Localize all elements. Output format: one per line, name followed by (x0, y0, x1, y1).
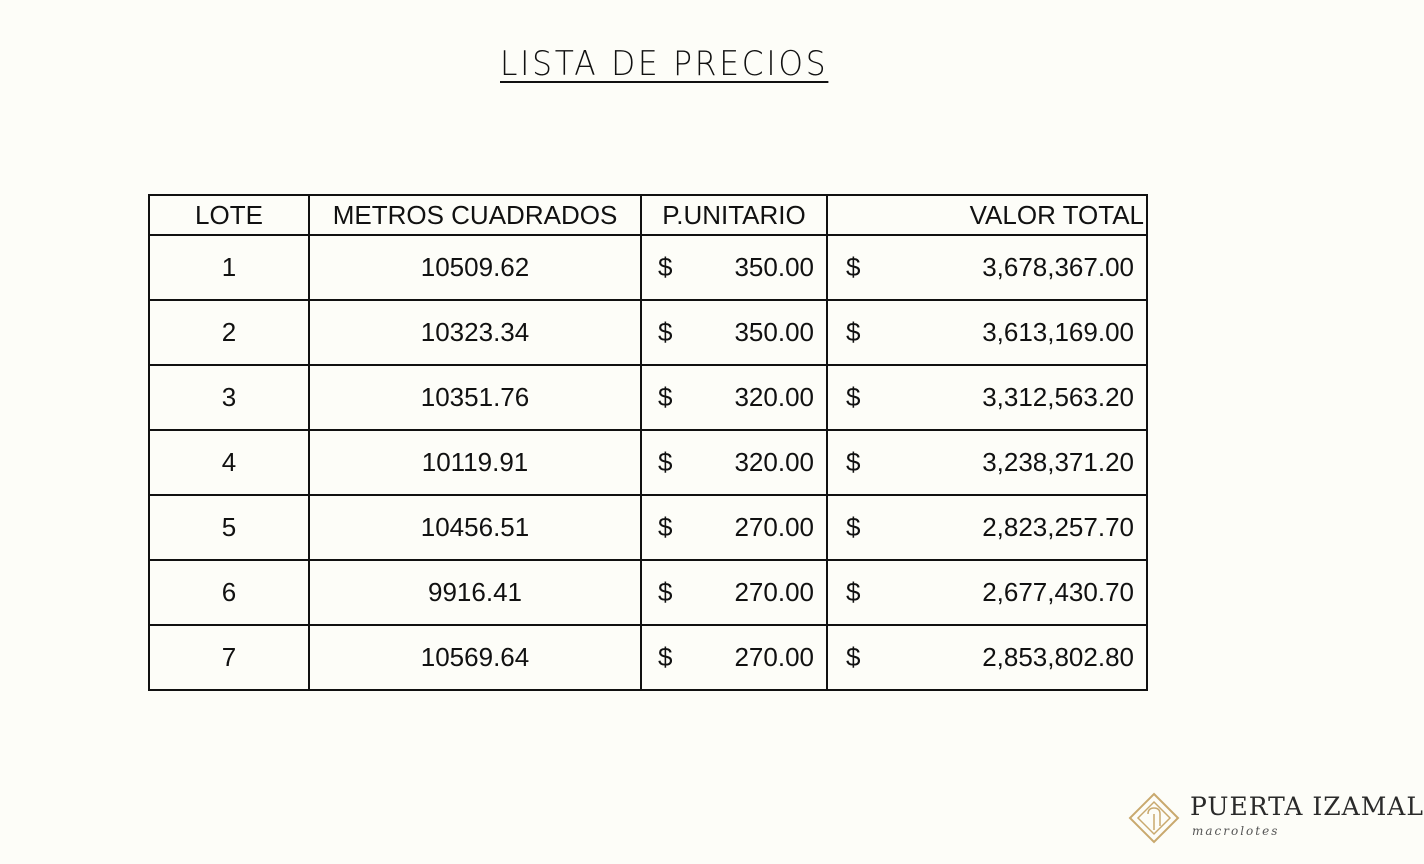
lote-cell: 3 (149, 365, 309, 430)
header-precio-unitario: P.UNITARIO (641, 195, 827, 235)
currency-symbol: $ (658, 382, 673, 412)
total-value: 3,678,367.00 (982, 252, 1134, 282)
currency-symbol: $ (846, 317, 861, 347)
total-cell (827, 430, 1147, 495)
puerta-izamal-logo (1128, 790, 1424, 850)
unit-price-cell (641, 300, 827, 365)
unit-price-value: 320.00 (734, 382, 814, 412)
currency-symbol: $ (658, 642, 673, 672)
unit-price-cell (641, 625, 827, 690)
currency-symbol: $ (846, 577, 861, 607)
total-value: 3,613,169.00 (982, 317, 1134, 347)
total-value: 2,677,430.70 (982, 577, 1134, 607)
table-row (149, 365, 1147, 430)
currency-symbol: $ (846, 512, 861, 542)
diamond-logo-icon (1128, 792, 1180, 844)
total-cell (827, 365, 1147, 430)
page-title: LISTA DE PRECIOS (500, 44, 829, 84)
currency-symbol: $ (846, 447, 861, 477)
unit-price-cell (641, 430, 827, 495)
currency-symbol: $ (658, 317, 673, 347)
total-cell (827, 495, 1147, 560)
lote-cell: 6 (149, 560, 309, 625)
unit-price-cell (641, 235, 827, 300)
unit-price-cell (641, 495, 827, 560)
logo-name: PUERTA IZAMAL (1190, 792, 1424, 821)
currency-symbol: $ (846, 252, 861, 282)
total-value: 3,238,371.20 (982, 447, 1134, 477)
logo-tagline: macrolotes (1192, 824, 1280, 838)
currency-symbol: $ (658, 252, 673, 282)
table-row (149, 300, 1147, 365)
unit-price-value: 270.00 (734, 512, 814, 542)
unit-price-value: 270.00 (734, 577, 814, 607)
m2-cell: 10456.51 (309, 495, 641, 560)
unit-price-value: 350.00 (734, 317, 814, 347)
m2-cell: 10509.62 (309, 235, 641, 300)
table-row (149, 235, 1147, 300)
m2-cell: 10351.76 (309, 365, 641, 430)
currency-symbol: $ (658, 447, 673, 477)
lote-cell: 2 (149, 300, 309, 365)
currency-symbol: $ (846, 642, 861, 672)
total-cell (827, 625, 1147, 690)
lote-cell: 5 (149, 495, 309, 560)
header-metros-cuadrados: METROS CUADRADOS (309, 195, 641, 235)
m2-cell: 9916.41 (309, 560, 641, 625)
m2-cell: 10119.91 (309, 430, 641, 495)
table-row (149, 495, 1147, 560)
table-row (149, 625, 1147, 690)
m2-cell: 10569.64 (309, 625, 641, 690)
table-header-row (149, 195, 1147, 235)
m2-cell: 10323.34 (309, 300, 641, 365)
table-row (149, 560, 1147, 625)
unit-price-value: 350.00 (734, 252, 814, 282)
header-lote: LOTE (149, 195, 309, 235)
total-value: 2,853,802.80 (982, 642, 1134, 672)
total-cell (827, 560, 1147, 625)
total-value: 2,823,257.70 (982, 512, 1134, 542)
unit-price-cell (641, 560, 827, 625)
lote-cell: 1 (149, 235, 309, 300)
unit-price-value: 320.00 (734, 447, 814, 477)
total-cell (827, 300, 1147, 365)
currency-symbol: $ (846, 382, 861, 412)
header-valor-total: VALOR TOTAL (827, 195, 1147, 235)
currency-symbol: $ (658, 577, 673, 607)
lote-cell: 4 (149, 430, 309, 495)
unit-price-cell (641, 365, 827, 430)
total-value: 3,312,563.20 (982, 382, 1134, 412)
table-row (149, 430, 1147, 495)
price-table (148, 194, 1148, 691)
lote-cell: 7 (149, 625, 309, 690)
unit-price-value: 270.00 (734, 642, 814, 672)
currency-symbol: $ (658, 512, 673, 542)
total-cell (827, 235, 1147, 300)
